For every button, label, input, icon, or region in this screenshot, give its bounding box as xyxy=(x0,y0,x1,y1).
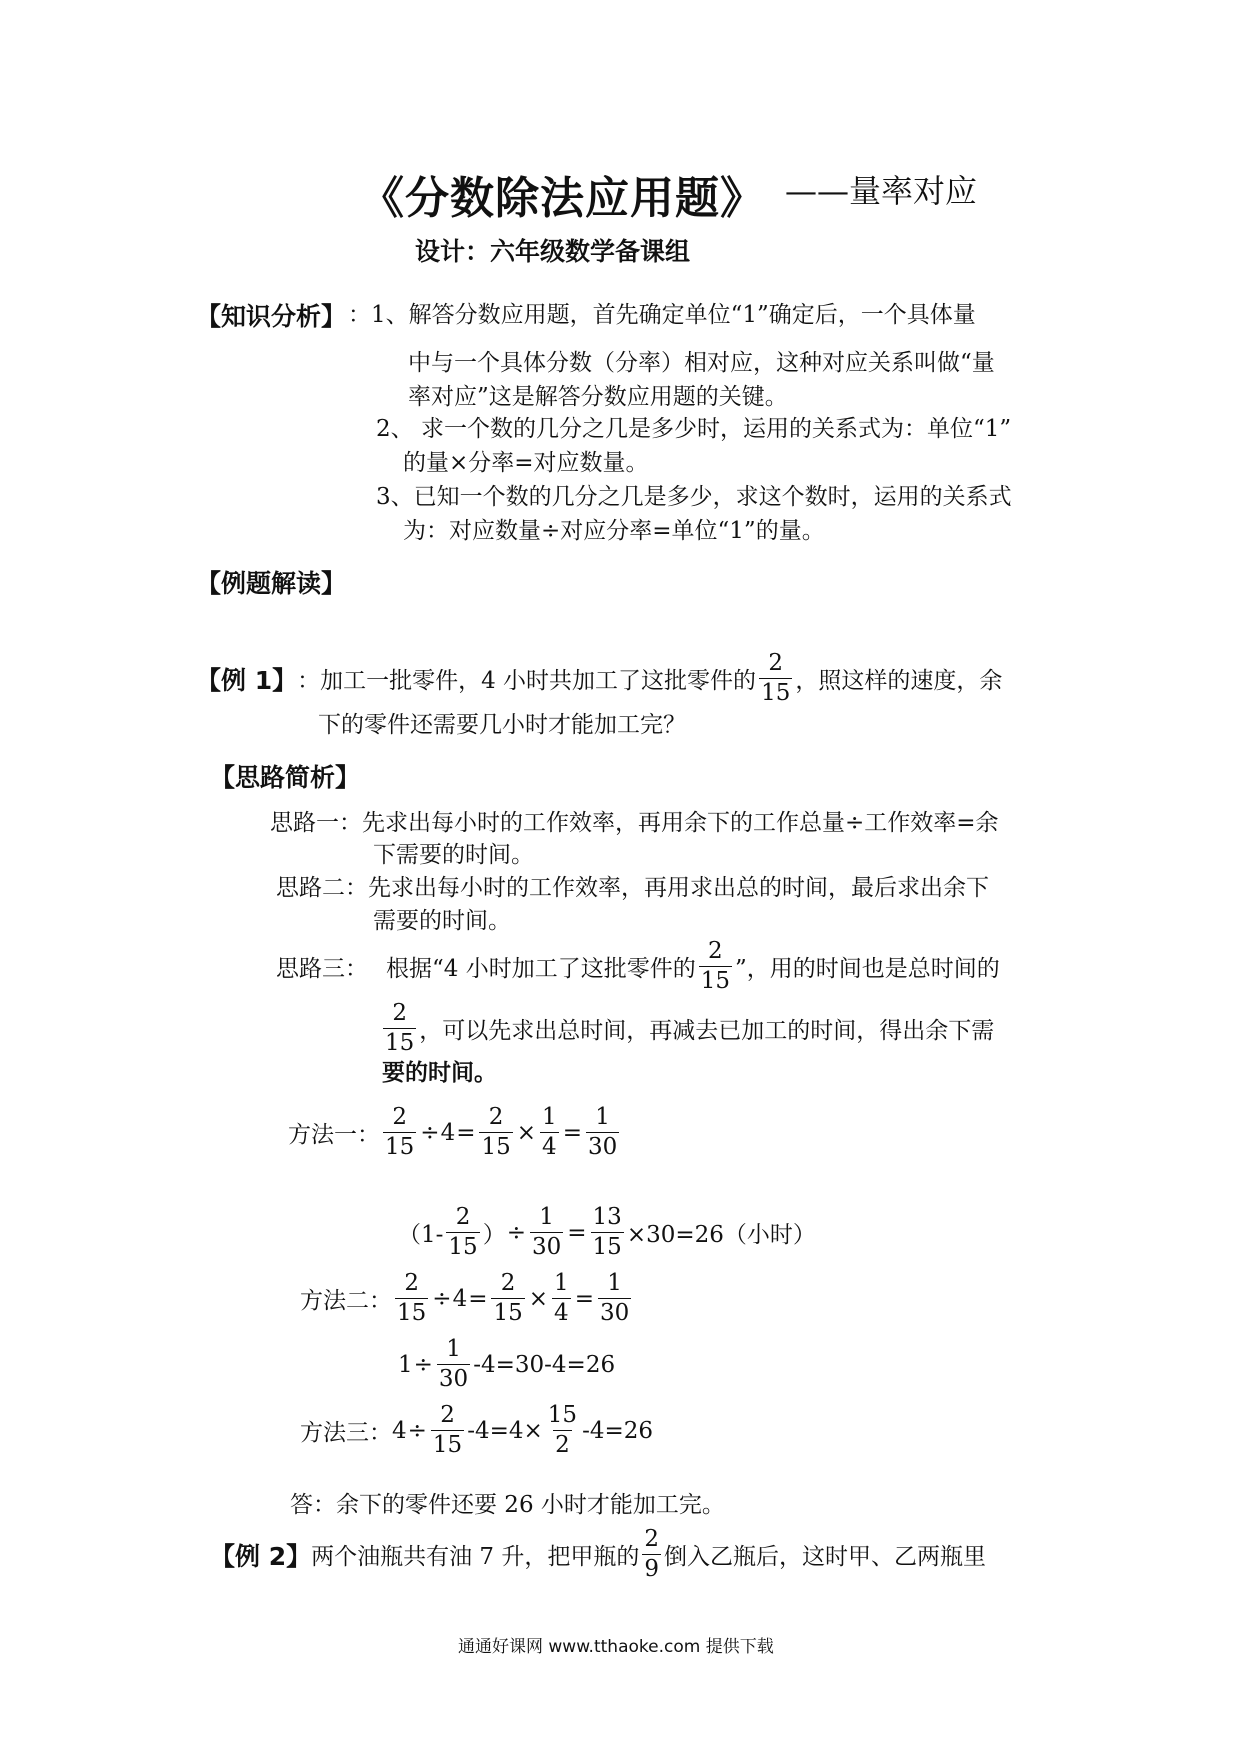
idea3-text-c: ”，用的时间也是总时间的 xyxy=(734,956,1000,982)
knowledge-line-4: 2、 求一个数的几分之几是多少时，运用的关系式为：单位“1” xyxy=(376,416,1012,442)
idea3-fraction-2: $\frac{2}{15}$ xyxy=(385,1000,415,1056)
idea2-line-a: 思路二：先求出每小时的工作效率，再用求出总的时间，最后求出余下 xyxy=(276,875,989,901)
designer-line: 设计：六年级数学备课组 xyxy=(415,237,691,266)
example1-text-a: ：加工一批零件，4 小时共加工了这批零件的 xyxy=(297,668,757,694)
example1-text-b: ，照这样的速度，余 xyxy=(795,668,1003,694)
example2-label: 【例 2】 xyxy=(210,1541,312,1571)
method2-label: 方法二： xyxy=(300,1288,392,1314)
idea1-line-b: 下需要的时间。 xyxy=(373,842,534,868)
idea3-text-b: 根据“4 小时加工了这批零件的 xyxy=(386,956,696,982)
example2-line xyxy=(210,1528,986,1581)
example2-text-a: 两个油瓶共有油 7 升，把甲瓶的 xyxy=(311,1544,640,1570)
method2-row-2: 1 ÷ $\frac{1}{30}$ -4=30-4=26 xyxy=(398,1336,616,1392)
idea3-text-d: ，可以先求出总时间，再减去已加工的时间，得出余下需 xyxy=(419,1018,995,1044)
example2-text-b: 倒入乙瓶后，这时甲、乙两瓶里 xyxy=(664,1544,987,1570)
idea3-line-1 xyxy=(276,940,1000,993)
knowledge-line-6: 3、已知一个数的几分之几是多少，求这个数时，运用的关系式 xyxy=(376,484,1012,510)
idea3-label: 思路三： xyxy=(276,956,368,982)
page-title: 《分数除法应用题》 xyxy=(360,173,765,224)
footer-credit: 通通好课网 www.tthaoke.com 提供下载 xyxy=(458,1637,774,1657)
example1-line2: 下的零件还需要几小时才能加工完？ xyxy=(318,712,686,738)
method1-row-2: （1- $\frac{2}{15}$ ） ÷ $\frac{1}{30}$ = $\frac{13}{15}$ ×30=26（小时） xyxy=(398,1204,816,1260)
method1-label: 方法一： xyxy=(288,1122,380,1148)
method3-label: 方法三： xyxy=(300,1420,392,1446)
method1-row-1: 方法一： $\frac{2}{15}$ ÷ 4 = $\frac{2}{15}$ × $\frac{1}{4}$ = $\frac{1}{30}$ xyxy=(288,1104,618,1160)
example2-fraction: $\frac{2}{9}$ xyxy=(644,1526,660,1582)
knowledge-line-1: ：1、解答分数应用题，首先确定单位“1”确定后，一个具体量 xyxy=(348,302,976,328)
idea3-text-e: 要的时间。 xyxy=(382,1060,497,1086)
knowledge-heading: 【知识分析】 xyxy=(196,302,347,331)
knowledge-line-7: 为：对应数量÷对应分率=单位“1”的量。 xyxy=(403,518,825,544)
answer-line: 答：余下的零件还要 26 小时才能加工完。 xyxy=(290,1492,725,1518)
knowledge-line-2: 中与一个具体分数（分率）相对应，这种对应关系叫做“量 xyxy=(408,350,995,376)
example1-label: 【例 1】 xyxy=(196,665,298,695)
idea3-fraction: $\frac{2}{15}$ xyxy=(700,938,730,994)
idea1-line-a: 思路一：先求出每小时的工作效率，再用余下的工作总量÷工作效率=余 xyxy=(270,810,999,836)
examples-heading: 【例题解读】 xyxy=(196,569,347,598)
idea3-line-2 xyxy=(380,1002,994,1055)
page-subtitle: ——量率对应 xyxy=(785,172,978,210)
example1-line1 xyxy=(196,652,1002,705)
analysis-heading: 【思路简析】 xyxy=(210,763,361,792)
knowledge-line-5: 的量×分率=对应数量。 xyxy=(403,450,649,476)
idea2-line-b: 需要的时间。 xyxy=(373,908,511,934)
method2-row-1: 方法二： $\frac{2}{15}$ ÷ 4 = $\frac{2}{15}$ × $\frac{1}{4}$ = $\frac{1}{30}$ xyxy=(300,1270,630,1326)
example1-fraction: $\frac{2}{15}$ xyxy=(761,650,791,706)
knowledge-line-3: 率对应”这是解答分数应用题的关键。 xyxy=(408,384,788,410)
method3-row: 方法三： 4 ÷ $\frac{2}{15}$ -4=4× $\frac{15}{2}$ -4=26 xyxy=(300,1402,654,1458)
